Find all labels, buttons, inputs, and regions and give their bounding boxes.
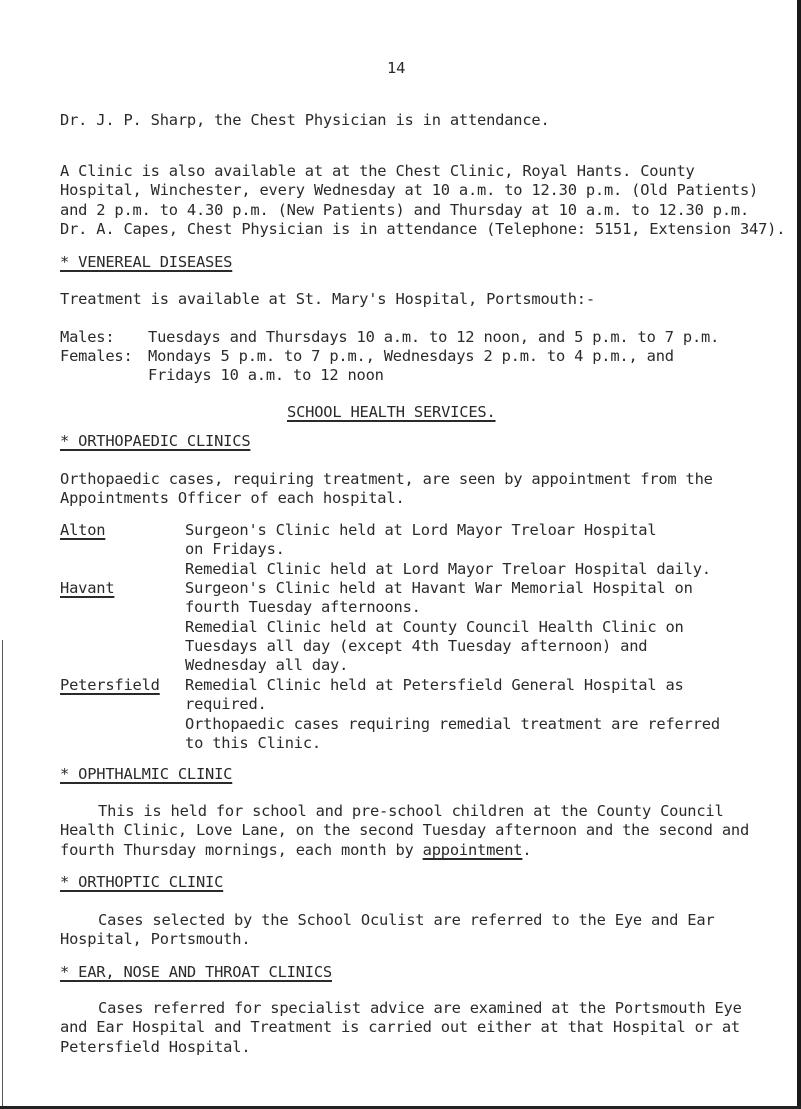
clinic-detail: Tuesdays all day (except 4th Tuesday afternoon) and: [185, 637, 648, 655]
paragraph-line: Appointments Officer of each hospital.: [60, 489, 405, 507]
paragraph-line: Petersfield Hospital.: [60, 1038, 251, 1056]
males-label: Males:: [60, 328, 115, 346]
paragraph-line: and 2 p.m. to 4.30 p.m. (New Patients) and Thursday at 10 a.m. to 12.30 p.m.: [60, 201, 750, 219]
paragraph-line: Dr. J. P. Sharp, the Chest Physician is in attendance.: [60, 111, 550, 129]
clinic-detail: Surgeon's Clinic held at Havant War Memorial Hospital on: [185, 579, 693, 597]
section-heading-ophthalmic: * OPHTHALMIC CLINIC: [60, 765, 233, 783]
clinic-detail: required.: [185, 695, 267, 713]
paragraph-line: Orthopaedic cases, requiring treatment, are seen by appointment from the: [60, 470, 713, 488]
location-label-petersfield: Petersfield: [60, 676, 160, 694]
paragraph-line: Cases selected by the School Oculist are referred to the Eye and Ear: [98, 911, 715, 929]
paragraph-line: Hospital, Winchester, every Wednesday at 10 a.m. to 12.30 p.m. (Old Patients): [60, 181, 759, 199]
females-schedule: Mondays 5 p.m. to 7 p.m., Wednesdays 2 p.m. to 4 p.m., and: [148, 347, 674, 365]
clinic-detail: Wednesday all day.: [185, 656, 349, 674]
page-number: 14: [387, 59, 406, 77]
location-label-alton: Alton: [60, 521, 106, 539]
underlined-word: appointment: [422, 841, 523, 859]
location-label-havant: Havant: [60, 579, 115, 597]
paragraph-line: Cases referred for specialist advice are examined at the Portsmouth Eye: [98, 999, 742, 1017]
scan-edge-left: [2, 640, 3, 1109]
section-heading-venereal: * VENEREAL DISEASES: [60, 253, 233, 271]
section-heading-ent: * EAR, NOSE AND THROAT CLINICS: [60, 963, 332, 981]
clinic-detail: Orthopaedic cases requiring remedial treatment are referred: [185, 715, 720, 733]
clinic-detail: on Fridays.: [185, 540, 285, 558]
paragraph-line: [60, 840, 531, 860]
scan-edge-right: [797, 0, 801, 1109]
clinic-detail: Remedial Clinic held at County Council Health Clinic on: [185, 618, 684, 636]
clinic-detail: Remedial Clinic held at Lord Mayor Treloar Hospital daily.: [185, 560, 711, 578]
clinic-detail: fourth Tuesday afternoons.: [185, 598, 421, 616]
clinic-detail: Remedial Clinic held at Petersfield General Hospital as: [185, 676, 684, 694]
text-fragment: .: [522, 841, 532, 859]
paragraph-line: Hospital, Portsmouth.: [60, 930, 251, 948]
clinic-detail: Surgeon's Clinic held at Lord Mayor Treloar Hospital: [185, 521, 657, 539]
females-schedule: Fridays 10 a.m. to 12 noon: [148, 366, 384, 384]
paragraph-line: Treatment is available at St. Mary's Hospital, Portsmouth:-: [60, 290, 595, 308]
males-schedule: Tuesdays and Thursdays 10 a.m. to 12 noon, and 5 p.m. to 7 p.m.: [148, 328, 720, 346]
paragraph-line: Health Clinic, Love Lane, on the second Tuesday afternoon and the second and: [60, 821, 750, 839]
section-heading-school-health: SCHOOL HEALTH SERVICES.: [287, 403, 496, 421]
section-heading-orthoptic: * ORTHOPTIC CLINIC: [60, 873, 224, 891]
paragraph-line: Dr. A. Capes, Chest Physician is in attendance (Telephone: 5151, Extension 347).: [60, 220, 786, 238]
paragraph-line: and Ear Hospital and Treatment is carried out either at that Hospital or at: [60, 1018, 740, 1036]
paragraph-line: A Clinic is also available at at the Chest Clinic, Royal Hants. County: [60, 162, 695, 180]
section-heading-orthopaedic: * ORTHOPAEDIC CLINICS: [60, 432, 251, 450]
clinic-detail: to this Clinic.: [185, 734, 321, 752]
text-fragment: fourth Thursday mornings, each month by: [60, 841, 423, 859]
females-label: Females:: [60, 347, 133, 365]
paragraph-line: This is held for school and pre-school children at the County Council: [98, 802, 724, 820]
